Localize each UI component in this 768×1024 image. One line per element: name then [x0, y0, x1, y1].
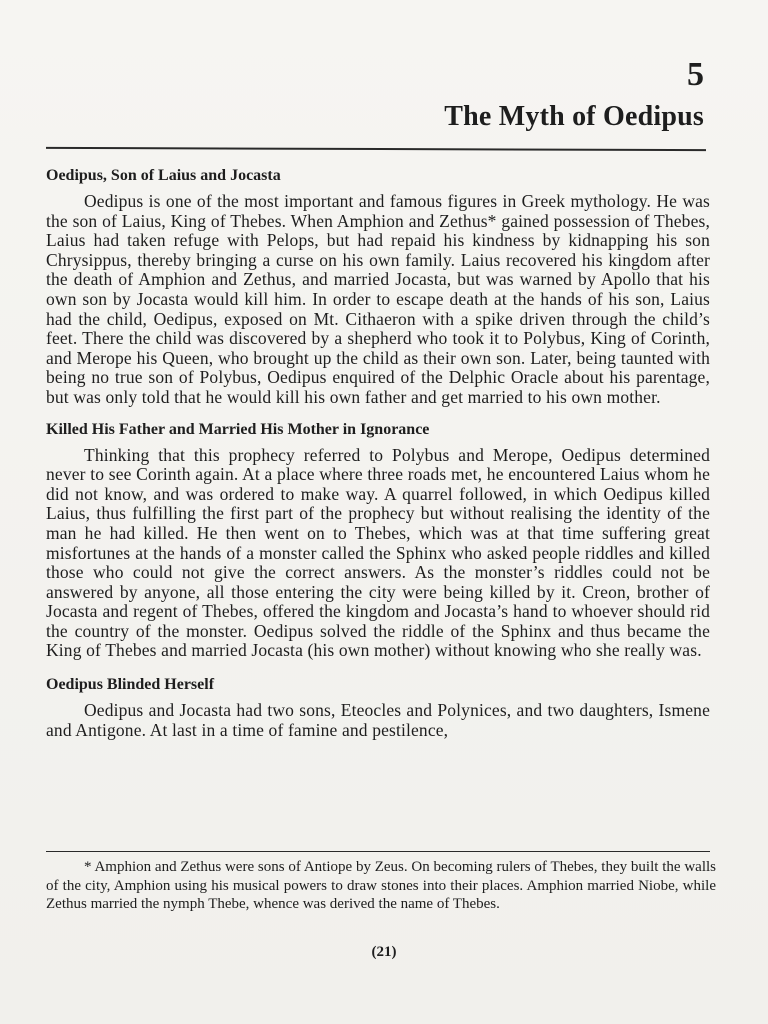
section-heading: Killed His Father and Married His Mother in Ignorance: [46, 420, 430, 438]
section-oedipus-son: [46, 166, 710, 408]
section-killed-father: [46, 420, 710, 662]
section-paragraph: Oedipus is one of the most important and famous figures in Greek mythology. He was the son of Laius, King of Thebes. When Amphion and Zethus* gained possession of Thebes, Laius had taken refuge with Pelops, but had repaid his kindness by kidnapping his son Chrysippus, thereby bringing a curse on his own family. Laius recovered his kingdom after the death of Amphion and Zethus, and married Jocasta, but was warned by Apollo that his own son by Jocasta would kill him. In order to escape death at the hands of his son, Laius had the child, Oedipus, exposed on Mt. Cithaeron with a spike driven through the child’s feet. There the child was discovered by a shepherd who took it to Polybus, King of Corinth, and Merope his Queen, who brought up the child as their own son. Later, being taunted with being no true son of Polybus, Oedipus enquired of the Delphic Oracle about his parentage, but was only told that he would kill his own father and get married to his own mother.: [46, 191, 710, 407]
section-heading: Oedipus, Son of Laius and Jocasta: [46, 167, 281, 184]
section-paragraph: Oedipus and Jocasta had two sons, Eteocles and Polynices, and two daughters, Ismene and Antigone. At last in a time of famine and pestilence,: [46, 700, 710, 740]
section-oedipus-blinded: [46, 675, 710, 740]
footnote-divider: [46, 851, 710, 852]
page-number: (21): [371, 944, 397, 960]
chapter-number: 5: [687, 56, 704, 93]
footnote: * Amphion and Zethus were sons of Antiope by Zeus. On becoming rulers of Thebes, they built the walls of the city, Amphion using his musical powers to draw stones into their places. Amphion married Niobe, while Zethus married the nymph Thebe, whence was derived the name of Thebes.: [46, 859, 716, 912]
chapter-title: The Myth of Oedipus: [444, 101, 704, 132]
title-divider: [46, 147, 706, 151]
chapter-body: [46, 166, 710, 740]
section-heading: Oedipus Blinded Herself: [46, 676, 215, 694]
section-paragraph: Thinking that this prophecy referred to Polybus and Merope, Oedipus determined never to see Corinth again. At a place where three roads met, he encountered Laius whom he did not know, and was ordered to make way. A quarrel followed, in which Oedipus killed Laius, thus fulfilling the first part of the prophecy but without realising the identity of the man he had killed. He then went on to Thebes, which was at that time suffering great misfortunes at the hands of a monster called the Sphinx who asked people riddles and killed those who could not give the correct answers. As the monster’s riddles could not be answered by anyone, all those entering the city were being killed by it. Creon, brother of Jocasta and regent of Thebes, offered the kingdom and Jocasta’s hand to whoever should rid the country of the monster. Oedipus solved the riddle of the Sphinx and thus became the King of Thebes and married Jocasta (his own mother) without knowing who she really was.: [46, 444, 710, 661]
